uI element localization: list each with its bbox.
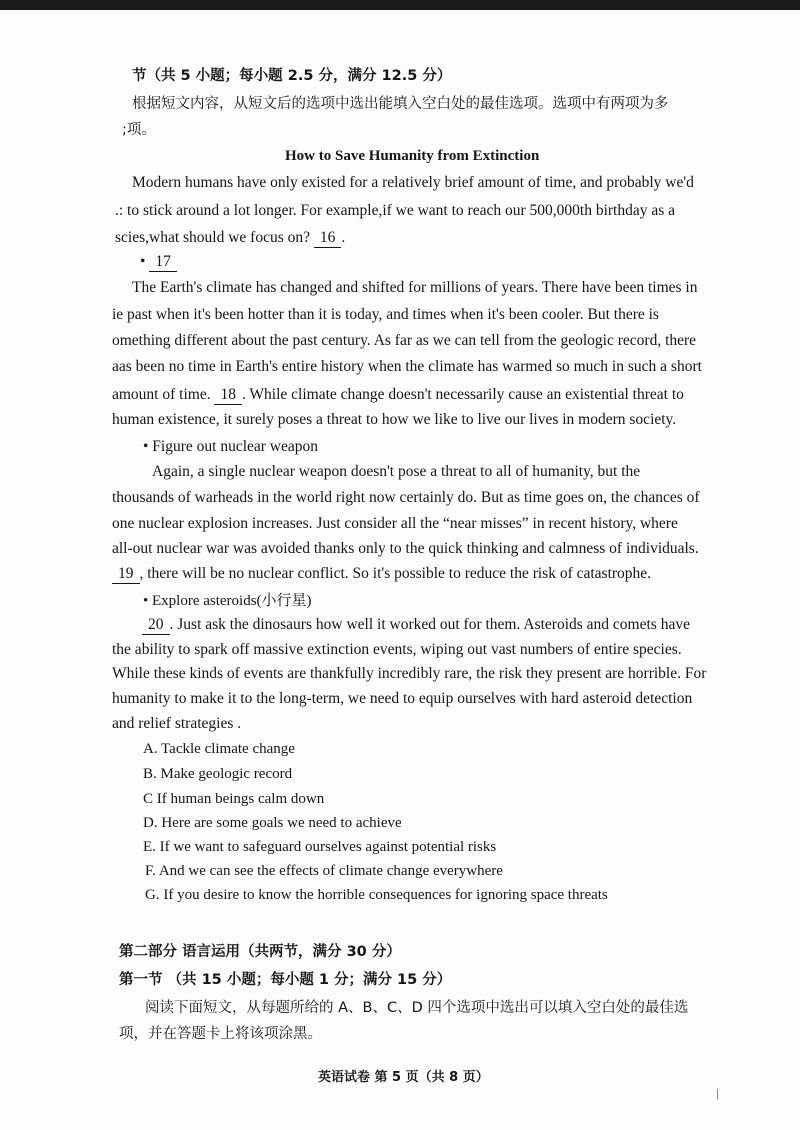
- passage-line-with-blank-19: [112, 564, 651, 584]
- option-f: F. And we can see the effects of climate change everywhere: [145, 863, 503, 879]
- option-c: C If human beings calm down: [143, 791, 325, 807]
- option-a: A. Tackle climate change: [143, 741, 295, 757]
- passage-line: all-out nuclear war was avoided thanks only to the quick thinking and calmness of individuals.: [112, 540, 699, 557]
- passage-line: ie past when it's been hotter than it is today, and times when it's been cooler. But there is: [112, 306, 659, 323]
- section-instruction-cont: ;项。: [122, 122, 156, 138]
- bullet-blank-17: [140, 252, 177, 272]
- passage-line: While these kinds of events are thankfully incredibly rare, the risk they present are horrible. For: [112, 665, 707, 682]
- passage-text: amount of time.: [112, 386, 211, 403]
- blank-19: 19: [112, 565, 140, 584]
- passage-line: the ability to spark off massive extinction events, wiping out vast numbers of entire species.: [112, 641, 682, 658]
- option-b: B. Make geologic record: [143, 766, 293, 782]
- section-heading: 节（共 5 小题；每小题 2.5 分，满分 12.5 分）: [132, 68, 452, 84]
- passage-line: one nuclear explosion increases. Just consider all the “near misses” in recent history, where: [112, 515, 678, 532]
- section1-heading: 第一节 （共 15 小题；每小题 1 分；满分 15 分）: [119, 972, 452, 988]
- passage-line: Modern humans have only existed for a relatively brief amount of time, and probably we'd: [132, 174, 694, 191]
- passage-line: humanity to make it to the long-term, we need to equip ourselves with hard asteroid detection: [112, 690, 693, 707]
- bullet-marker: •: [140, 253, 146, 270]
- option-e: E. If we want to safeguard ourselves against potential risks: [143, 839, 497, 855]
- passage-line-with-blank-20: [142, 615, 690, 635]
- blank-20: 20: [142, 616, 170, 635]
- passage-line: Again, a single nuclear weapon doesn't pose a threat to all of humanity, but the: [152, 463, 641, 480]
- passage-text: , there will be no nuclear conflict. So it's possible to reduce the risk of catastrophe.: [139, 565, 652, 582]
- passage-line-with-blank-18: [112, 385, 684, 405]
- section-instruction: 根据短文内容，从短文后的选项中选出能填入空白处的最佳选项。选项中有两项为多: [132, 96, 669, 112]
- passage-text: . While climate change doesn't necessarily cause an existential threat to: [241, 386, 684, 403]
- option-d: D. Here are some goals we need to achieve: [143, 815, 402, 831]
- bullet-explore-asteroids: • Explore asteroids(小行星): [143, 593, 312, 609]
- blank-18: 18: [214, 386, 242, 405]
- scan-top-edge: [0, 0, 800, 10]
- bullet-nuclear-weapon: • Figure out nuclear weapon: [143, 438, 319, 455]
- passage-line-with-blank-16: [115, 228, 345, 248]
- part2-instruction-cont: 项，并在答题卡上将该项涂黑。: [119, 1026, 322, 1042]
- passage-text: .: [341, 229, 346, 246]
- option-g: G. If you desire to know the horrible consequences for ignoring space threats: [145, 887, 608, 903]
- part2-instruction: 阅读下面短文，从每题所给的 A、B、C、D 四个选项中选出可以填入空白处的最佳选: [145, 1000, 689, 1016]
- scan-margin-mark: [717, 1088, 721, 1100]
- passage-text: scies,what should we focus on?: [115, 229, 310, 246]
- passage-line: omething different about the past century. As far as we can tell from the geologic record, there: [112, 332, 697, 349]
- passage-line: The Earth's climate has changed and shifted for millions of years. There have been times in: [132, 279, 698, 296]
- passage-text: . Just ask the dinosaurs how well it worked out for them. Asteroids and comets have: [169, 616, 690, 633]
- page-footer: 英语试卷 第 5 页（共 8 页）: [318, 1070, 489, 1085]
- part2-heading: 第二部分 语言运用（共两节，满分 30 分）: [119, 944, 401, 960]
- passage-line: human existence, it surely poses a threat to how we like to live our lives in modern society.: [112, 411, 677, 428]
- passage-line: .: to stick around a lot longer. For example,if we want to reach our 500,000th birthday as a: [115, 202, 676, 219]
- blank-17: 17: [149, 253, 177, 272]
- passage-line: aas been no time in Earth's entire history when the climate has warmed so much in such a short: [112, 358, 702, 375]
- passage-line: thousands of warheads in the world right now certainly do. But as time goes on, the chances of: [112, 489, 700, 506]
- passage-title: How to Save Humanity from Extinction: [285, 148, 540, 164]
- blank-16: 16: [314, 229, 342, 248]
- passage-line: and relief strategies .: [112, 715, 242, 732]
